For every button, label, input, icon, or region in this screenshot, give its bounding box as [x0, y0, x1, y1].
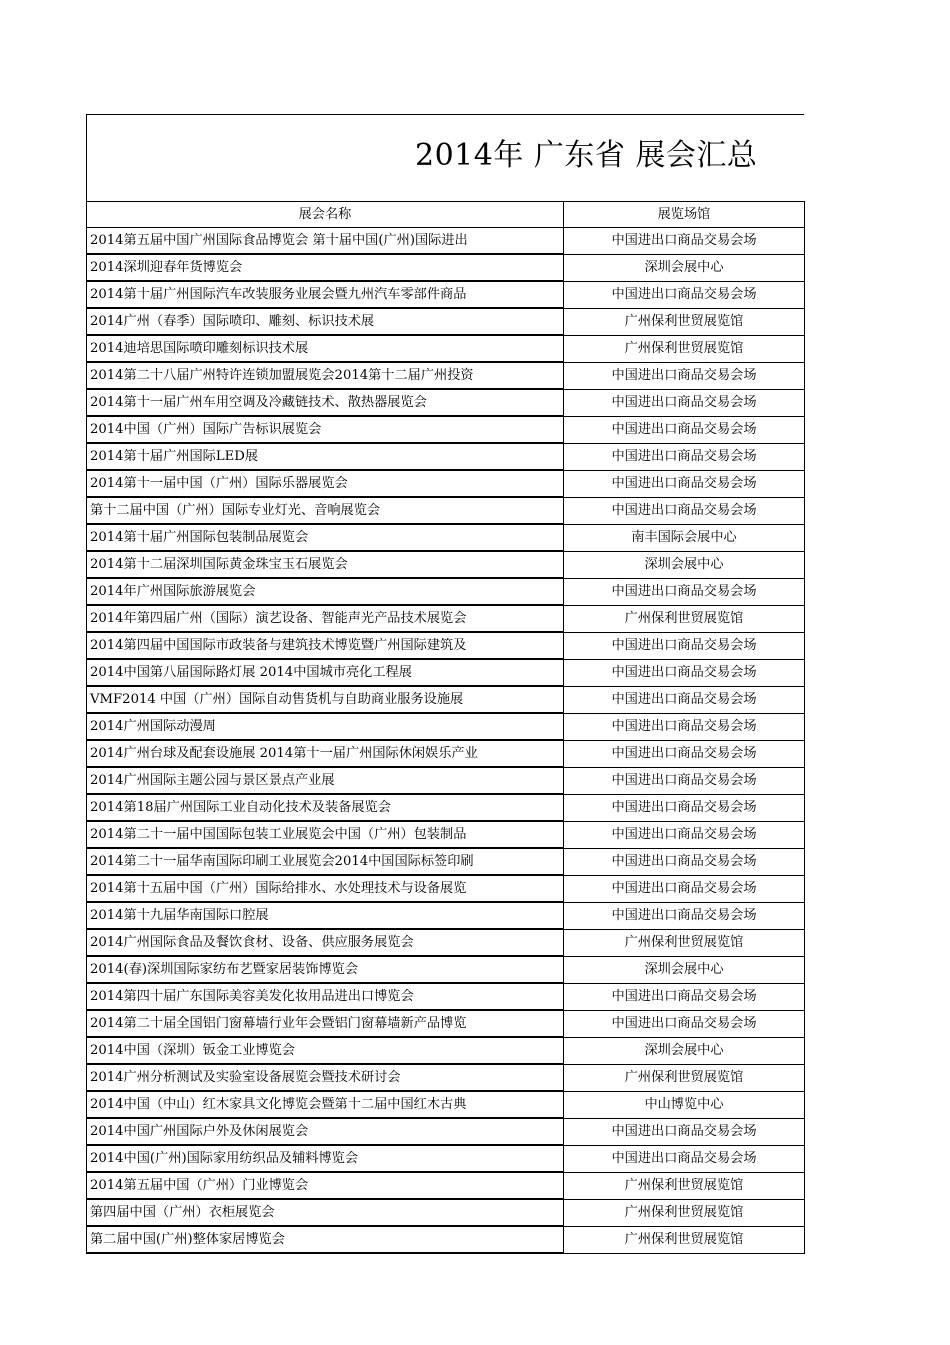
exhibition-name-cell[interactable]: 2014广州国际食品及餐饮食材、设备、供应服务展览会: [87, 929, 564, 956]
venue-cell[interactable]: 中国进出口商品交易会场: [564, 228, 805, 255]
table-row: [87, 1064, 805, 1091]
table-row: [87, 281, 805, 308]
exhibition-name-cell[interactable]: 2014中国（深圳）钣金工业博览会: [87, 1037, 564, 1064]
exhibition-name-cell[interactable]: 2014第二十八届广州特许连锁加盟展览会2014第十二届广州投资: [87, 362, 564, 389]
venue-cell[interactable]: 中国进出口商品交易会场: [564, 686, 805, 713]
table-row: [87, 254, 805, 281]
venue-cell[interactable]: 中国进出口商品交易会场: [564, 470, 805, 497]
exhibition-name-cell[interactable]: 2014第四十届广东国际美容美发化妆用品进出口博览会: [87, 983, 564, 1010]
table-row: [87, 335, 805, 362]
venue-cell[interactable]: 中国进出口商品交易会场: [564, 578, 805, 605]
exhibition-name-cell[interactable]: 2014第十届广州国际LED展: [87, 443, 564, 470]
table-row: [87, 983, 805, 1010]
venue-cell[interactable]: 中国进出口商品交易会场: [564, 389, 805, 416]
column-header-venue[interactable]: 展览场馆: [564, 202, 805, 228]
venue-cell[interactable]: 广州保利世贸展览馆: [564, 1064, 805, 1091]
exhibition-name-cell[interactable]: 第十二届中国（广州）国际专业灯光、音响展览会: [87, 497, 564, 524]
exhibition-name-cell[interactable]: 2014第二十届全国铝门窗幕墙行业年会暨铝门窗幕墙新产品博览: [87, 1010, 564, 1037]
table-row: [87, 659, 805, 686]
table-row: [87, 1199, 805, 1226]
exhibition-name-cell[interactable]: 2014第二十一届华南国际印刷工业展览会2014中国国际标签印刷: [87, 848, 564, 875]
spreadsheet: [86, 114, 804, 1254]
exhibition-name-cell[interactable]: 2014第十二届深圳国际黄金珠宝玉石展览会: [87, 551, 564, 578]
venue-cell[interactable]: 中国进出口商品交易会场: [564, 848, 805, 875]
exhibition-name-cell[interactable]: 2014迪培思国际喷印雕刻标识技术展: [87, 335, 564, 362]
exhibition-name-cell[interactable]: 2014深圳迎春年货博览会: [87, 254, 564, 281]
table-row: [87, 497, 805, 524]
venue-cell[interactable]: 深圳会展中心: [564, 956, 805, 983]
exhibition-name-cell[interactable]: VMF2014 中国（广州）国际自动售货机与自助商业服务设施展: [87, 686, 564, 713]
exhibition-name-cell[interactable]: 2014第二十一届中国国际包装工业展览会中国（广州）包装制品: [87, 821, 564, 848]
exhibition-name-cell[interactable]: 2014第18届广州国际工业自动化技术及装备展览会: [87, 794, 564, 821]
venue-cell[interactable]: 中国进出口商品交易会场: [564, 632, 805, 659]
table-row: [87, 1037, 805, 1064]
venue-cell[interactable]: 广州保利世贸展览馆: [564, 929, 805, 956]
table-row: [87, 740, 805, 767]
table-row: [87, 956, 805, 983]
table-row: [87, 470, 805, 497]
exhibition-name-cell[interactable]: 2014第五届中国广州国际食品博览会 第十届中国(广州)国际进出: [87, 228, 564, 255]
exhibition-name-cell[interactable]: 第二届中国(广州)整体家居博览会: [87, 1226, 564, 1253]
exhibition-table: [86, 201, 805, 1254]
table-row: [87, 578, 805, 605]
exhibition-name-cell[interactable]: 2014第十九届华南国际口腔展: [87, 902, 564, 929]
exhibition-name-cell[interactable]: 2014广州分析测试及实验室设备展览会暨技术研讨会: [87, 1064, 564, 1091]
header-row: [87, 202, 805, 228]
venue-cell[interactable]: 中国进出口商品交易会场: [564, 497, 805, 524]
exhibition-name-cell[interactable]: 2014第十届广州国际包装制品展览会: [87, 524, 564, 551]
sheet-title: 2014年 广东省 展会汇总: [415, 138, 758, 173]
table-row: [87, 1118, 805, 1145]
venue-cell[interactable]: 广州保利世贸展览馆: [564, 1199, 805, 1226]
exhibition-name-cell[interactable]: 第四届中国（广州）衣柜展览会: [87, 1199, 564, 1226]
venue-cell[interactable]: 中国进出口商品交易会场: [564, 740, 805, 767]
venue-cell[interactable]: 广州保利世贸展览馆: [564, 1172, 805, 1199]
exhibition-name-cell[interactable]: 2014(春)深圳国际家纺布艺暨家居装饰博览会: [87, 956, 564, 983]
venue-cell[interactable]: 深圳会展中心: [564, 1037, 805, 1064]
table-row: [87, 228, 805, 255]
table-row: [87, 875, 805, 902]
venue-cell[interactable]: 中国进出口商品交易会场: [564, 713, 805, 740]
venue-cell[interactable]: 中国进出口商品交易会场: [564, 983, 805, 1010]
exhibition-name-cell[interactable]: 2014年广州国际旅游展览会: [87, 578, 564, 605]
exhibition-name-cell[interactable]: 2014中国（中山）红木家具文化博览会暨第十二届中国红木古典: [87, 1091, 564, 1118]
venue-cell[interactable]: 中山博览中心: [564, 1091, 805, 1118]
exhibition-name-cell[interactable]: 2014中国广州国际户外及休闲展览会: [87, 1118, 564, 1145]
table-body: [87, 228, 805, 1254]
venue-cell[interactable]: 中国进出口商品交易会场: [564, 821, 805, 848]
table-row: [87, 1145, 805, 1172]
venue-cell[interactable]: 南丰国际会展中心: [564, 524, 805, 551]
exhibition-name-cell[interactable]: 2014第十五届中国（广州）国际给排水、水处理技术与设备展览: [87, 875, 564, 902]
exhibition-name-cell[interactable]: 2014第十届广州国际汽车改装服务业展会暨九州汽车零部件商品: [87, 281, 564, 308]
venue-cell[interactable]: 中国进出口商品交易会场: [564, 902, 805, 929]
exhibition-name-cell[interactable]: 2014广州国际动漫周: [87, 713, 564, 740]
table-row: [87, 443, 805, 470]
table-row: [87, 308, 805, 335]
venue-cell[interactable]: 广州保利世贸展览馆: [564, 1226, 805, 1253]
exhibition-name-cell[interactable]: 2014中国（广州）国际广告标识展览会: [87, 416, 564, 443]
exhibition-name-cell[interactable]: 2014第十一届广州车用空调及冷藏链技术、散热器展览会: [87, 389, 564, 416]
table-row: [87, 1172, 805, 1199]
table-row: [87, 416, 805, 443]
venue-cell[interactable]: 中国进出口商品交易会场: [564, 281, 805, 308]
table-row: [87, 362, 805, 389]
table-row: [87, 929, 805, 956]
venue-cell[interactable]: 中国进出口商品交易会场: [564, 1118, 805, 1145]
table-row: [87, 686, 805, 713]
table-row: [87, 902, 805, 929]
exhibition-name-cell[interactable]: 2014广州台球及配套设施展 2014第十一届广州国际休闲娱乐产业: [87, 740, 564, 767]
venue-cell[interactable]: 中国进出口商品交易会场: [564, 362, 805, 389]
venue-cell[interactable]: 中国进出口商品交易会场: [564, 875, 805, 902]
table-row: [87, 605, 805, 632]
exhibition-name-cell[interactable]: 2014第五届中国（广州）门业博览会: [87, 1172, 564, 1199]
table-row: [87, 1091, 805, 1118]
table-row: [87, 794, 805, 821]
venue-cell[interactable]: 中国进出口商品交易会场: [564, 1010, 805, 1037]
table-row: [87, 632, 805, 659]
exhibition-name-cell[interactable]: 2014中国第八届国际路灯展 2014中国城市亮化工程展: [87, 659, 564, 686]
venue-cell[interactable]: 深圳会展中心: [564, 551, 805, 578]
venue-cell[interactable]: 中国进出口商品交易会场: [564, 416, 805, 443]
exhibition-name-cell[interactable]: 2014广州（春季）国际喷印、雕刻、标识技术展: [87, 308, 564, 335]
venue-cell[interactable]: 深圳会展中心: [564, 254, 805, 281]
venue-cell[interactable]: 中国进出口商品交易会场: [564, 767, 805, 794]
table-row: [87, 821, 805, 848]
venue-cell[interactable]: 中国进出口商品交易会场: [564, 659, 805, 686]
title-cell[interactable]: [86, 114, 804, 201]
venue-cell[interactable]: 广州保利世贸展览馆: [564, 308, 805, 335]
venue-cell[interactable]: 中国进出口商品交易会场: [564, 794, 805, 821]
table-row: [87, 1010, 805, 1037]
table-row: [87, 848, 805, 875]
table-row: [87, 1226, 805, 1253]
table-row: [87, 551, 805, 578]
table-row: [87, 389, 805, 416]
venue-cell[interactable]: 中国进出口商品交易会场: [564, 1145, 805, 1172]
venue-cell[interactable]: 广州保利世贸展览馆: [564, 605, 805, 632]
exhibition-name-cell[interactable]: 2014广州国际主题公园与景区景点产业展: [87, 767, 564, 794]
table-row: [87, 767, 805, 794]
table-row: [87, 524, 805, 551]
column-header-name[interactable]: 展会名称: [87, 202, 564, 228]
exhibition-name-cell[interactable]: 2014中国(广州)国际家用纺织品及辅料博览会: [87, 1145, 564, 1172]
venue-cell[interactable]: 中国进出口商品交易会场: [564, 443, 805, 470]
venue-cell[interactable]: 广州保利世贸展览馆: [564, 335, 805, 362]
table-row: [87, 713, 805, 740]
exhibition-name-cell[interactable]: 2014第十一届中国（广州）国际乐器展览会: [87, 470, 564, 497]
exhibition-name-cell[interactable]: 2014年第四届广州（国际）演艺设备、智能声光产品技术展览会: [87, 605, 564, 632]
exhibition-name-cell[interactable]: 2014第四届中国国际市政装备与建筑技术博览暨广州国际建筑及: [87, 632, 564, 659]
